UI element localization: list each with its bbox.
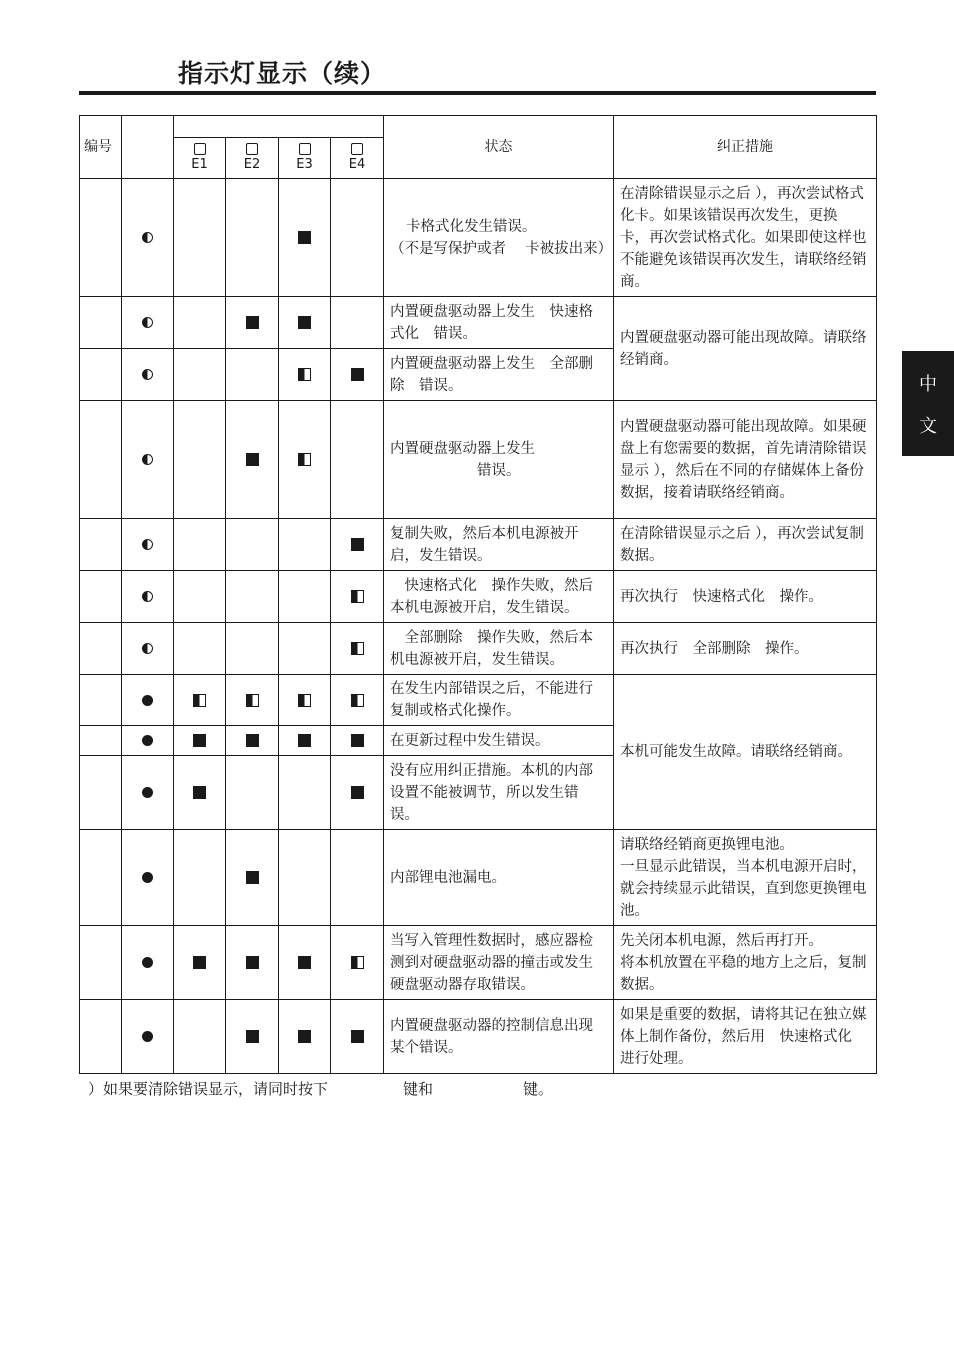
cell-e3 bbox=[279, 623, 331, 675]
cell-e2 bbox=[226, 297, 279, 349]
footnote: ）如果要清除错误显示，请同时按下 键和 键。 bbox=[88, 1080, 554, 1098]
table-row bbox=[80, 623, 877, 675]
cell-lamp bbox=[122, 830, 174, 926]
cell-number bbox=[80, 349, 122, 401]
cell-number bbox=[80, 830, 122, 926]
cell-e1 bbox=[174, 926, 226, 1000]
language-tab-char: 中 bbox=[919, 373, 937, 395]
cell-lamp bbox=[122, 297, 174, 349]
cell-e1 bbox=[174, 571, 226, 623]
cell-state: 在更新过程中发生错误。 bbox=[384, 726, 614, 756]
lamp-lit-icon bbox=[193, 956, 206, 969]
cell-e2 bbox=[226, 726, 279, 756]
lamp-lit-icon bbox=[298, 734, 311, 747]
cell-e1 bbox=[174, 297, 226, 349]
cell-number bbox=[80, 756, 122, 830]
indicator-table bbox=[79, 115, 877, 1074]
cell-e3 bbox=[279, 830, 331, 926]
status-lamp-lit-icon bbox=[142, 1031, 153, 1042]
lamp-lit-icon bbox=[298, 1030, 311, 1043]
lamp-blink-icon bbox=[351, 590, 364, 603]
cell-e4 bbox=[331, 571, 384, 623]
cell-state: 内置硬盘驱动器上发生 全部删除 错误。 bbox=[384, 349, 614, 401]
table-row bbox=[80, 830, 877, 926]
cell-state: 复制失败，然后本机电源被开启，发生错误。 bbox=[384, 519, 614, 571]
header-action: 纠正措施 bbox=[614, 116, 877, 179]
status-lamp-blink-icon bbox=[142, 643, 153, 654]
cell-action: 本机可能发生故障。请联络经销商。 bbox=[614, 675, 877, 830]
cell-action: 在清除错误显示之后 ），再次尝试格式化卡。如果该错误再次发生，更换 卡，再次尝试格式化。如果即使这样也不能避免该错误再次发生，请联络经销商。 bbox=[614, 179, 877, 297]
cell-e3 bbox=[279, 926, 331, 1000]
cell-e4 bbox=[331, 675, 384, 726]
cell-number bbox=[80, 726, 122, 756]
cell-state: 内置硬盘驱动器的控制信息出现某个错误。 bbox=[384, 1000, 614, 1074]
lamp-blink-icon bbox=[193, 694, 206, 707]
cell-e1 bbox=[174, 756, 226, 830]
header-number: 编号 bbox=[80, 116, 122, 179]
cell-e2 bbox=[226, 756, 279, 830]
cell-number bbox=[80, 1000, 122, 1074]
cell-number bbox=[80, 297, 122, 349]
status-lamp-lit-icon bbox=[142, 872, 153, 883]
status-lamp-blink-icon bbox=[142, 539, 153, 550]
lamp-lit-icon bbox=[246, 1030, 259, 1043]
cell-e1 bbox=[174, 675, 226, 726]
lamp-lit-icon bbox=[193, 734, 206, 747]
cell-lamp bbox=[122, 726, 174, 756]
cell-e1 bbox=[174, 726, 226, 756]
cell-state: 当写入管理性数据时，感应器检测到对硬盘驱动器的撞击或发生硬盘驱动器存取错误。 bbox=[384, 926, 614, 1000]
table-row bbox=[80, 675, 877, 726]
status-lamp-blink-icon bbox=[142, 317, 153, 328]
header-state: 状态 bbox=[384, 116, 614, 179]
cell-lamp bbox=[122, 519, 174, 571]
cell-e3 bbox=[279, 675, 331, 726]
cell-action: 如果是重要的数据，请将其记在独立媒体上制作备份，然后用 快速格式化 进行处理。 bbox=[614, 1000, 877, 1074]
cell-action: 再次执行 快速格式化 操作。 bbox=[614, 571, 877, 623]
cell-e2 bbox=[226, 349, 279, 401]
cell-e1 bbox=[174, 1000, 226, 1074]
lamp-lit-icon bbox=[351, 734, 364, 747]
lamp-blink-icon bbox=[351, 642, 364, 655]
cell-e4 bbox=[331, 623, 384, 675]
table-row bbox=[80, 519, 877, 571]
cell-state: 内置硬盘驱动器上发生 错误。 bbox=[384, 401, 614, 519]
lamp-blink-icon bbox=[298, 368, 311, 381]
cell-action: 在清除错误显示之后 ），再次尝试复制数据。 bbox=[614, 519, 877, 571]
cell-state: 全部删除 操作失败，然后本机电源被开启，发生错误。 bbox=[384, 623, 614, 675]
cell-state: 卡格式化发生错误。 （不是写保护或者 卡被拔出来） bbox=[384, 179, 614, 297]
indicator-box-icon bbox=[299, 143, 311, 155]
status-lamp-lit-icon bbox=[142, 695, 153, 706]
cell-e4 bbox=[331, 926, 384, 1000]
header-e4: E4 bbox=[331, 138, 384, 179]
cell-e2 bbox=[226, 1000, 279, 1074]
cell-lamp bbox=[122, 401, 174, 519]
cell-e3 bbox=[279, 401, 331, 519]
cell-e4 bbox=[331, 401, 384, 519]
status-lamp-blink-icon bbox=[142, 232, 153, 243]
table-row bbox=[80, 401, 877, 519]
cell-e2 bbox=[226, 179, 279, 297]
lamp-lit-icon bbox=[246, 871, 259, 884]
cell-lamp bbox=[122, 571, 174, 623]
cell-state: 没有应用纠正措施。本机的内部设置不能被调节，所以发生错误。 bbox=[384, 756, 614, 830]
cell-e1 bbox=[174, 349, 226, 401]
cell-lamp bbox=[122, 349, 174, 401]
table-row bbox=[80, 297, 877, 349]
cell-e2 bbox=[226, 623, 279, 675]
cell-action: 内置硬盘驱动器可能出现故障。如果硬盘上有您需要的数据，首先请清除错误显示 ），然后在不同的存储媒体上备份数据，接着请联络经销商。 bbox=[614, 401, 877, 519]
cell-number bbox=[80, 571, 122, 623]
lamp-lit-icon bbox=[193, 786, 206, 799]
cell-e1 bbox=[174, 830, 226, 926]
cell-e3 bbox=[279, 726, 331, 756]
cell-action: 请联络经销商更换锂电池。 一旦显示此错误，当本机电源开启时，就会持续显示此错误，直到您更换锂电池。 bbox=[614, 830, 877, 926]
title-rule bbox=[79, 91, 876, 95]
cell-e3 bbox=[279, 756, 331, 830]
cell-e4 bbox=[331, 179, 384, 297]
lamp-lit-icon bbox=[351, 368, 364, 381]
lamp-lit-icon bbox=[298, 316, 311, 329]
lamp-blink-icon bbox=[298, 694, 311, 707]
cell-action: 先关闭本机电源，然后再打开。 将本机放置在平稳的地方上之后，复制数据。 bbox=[614, 926, 877, 1000]
indicator-box-icon bbox=[246, 143, 258, 155]
cell-e4 bbox=[331, 297, 384, 349]
lamp-lit-icon bbox=[351, 538, 364, 551]
cell-number bbox=[80, 675, 122, 726]
lamp-lit-icon bbox=[246, 316, 259, 329]
cell-e1 bbox=[174, 519, 226, 571]
status-lamp-lit-icon bbox=[142, 957, 153, 968]
status-lamp-blink-icon bbox=[142, 454, 153, 465]
lamp-lit-icon bbox=[246, 734, 259, 747]
lamp-lit-icon bbox=[298, 956, 311, 969]
lamp-lit-icon bbox=[298, 231, 311, 244]
table-row bbox=[80, 571, 877, 623]
header-e-group bbox=[174, 116, 384, 138]
cell-e4 bbox=[331, 1000, 384, 1074]
cell-state: 快速格式化 操作失败，然后本机电源被开启，发生错误。 bbox=[384, 571, 614, 623]
cell-e1 bbox=[174, 401, 226, 519]
cell-e3 bbox=[279, 349, 331, 401]
cell-number bbox=[80, 519, 122, 571]
cell-e3 bbox=[279, 1000, 331, 1074]
lamp-lit-icon bbox=[246, 956, 259, 969]
lamp-lit-icon bbox=[246, 453, 259, 466]
cell-e2 bbox=[226, 926, 279, 1000]
cell-e2 bbox=[226, 830, 279, 926]
cell-e1 bbox=[174, 623, 226, 675]
status-lamp-lit-icon bbox=[142, 735, 153, 746]
table-row bbox=[80, 1000, 877, 1074]
cell-lamp bbox=[122, 675, 174, 726]
indicator-box-icon bbox=[351, 143, 363, 155]
cell-action: 内置硬盘驱动器可能出现故障。请联络经销商。 bbox=[614, 297, 877, 401]
cell-e4 bbox=[331, 726, 384, 756]
cell-e4 bbox=[331, 349, 384, 401]
cell-e3 bbox=[279, 571, 331, 623]
table-body bbox=[80, 179, 877, 1074]
cell-e2 bbox=[226, 401, 279, 519]
cell-state: 内部锂电池漏电。 bbox=[384, 830, 614, 926]
cell-state: 内置硬盘驱动器上发生 快速格式化 错误。 bbox=[384, 297, 614, 349]
cell-lamp bbox=[122, 926, 174, 1000]
cell-e1 bbox=[174, 179, 226, 297]
lamp-blink-icon bbox=[351, 694, 364, 707]
page-title: 指示灯显示（续） bbox=[178, 59, 387, 88]
cell-number bbox=[80, 926, 122, 1000]
status-lamp-lit-icon bbox=[142, 787, 153, 798]
cell-lamp bbox=[122, 1000, 174, 1074]
cell-e3 bbox=[279, 519, 331, 571]
cell-e3 bbox=[279, 297, 331, 349]
language-tab-char: 文 bbox=[919, 415, 937, 437]
cell-e2 bbox=[226, 675, 279, 726]
cell-lamp bbox=[122, 756, 174, 830]
cell-lamp bbox=[122, 179, 174, 297]
lamp-blink-icon bbox=[351, 956, 364, 969]
header-e2: E2 bbox=[226, 138, 279, 179]
cell-state: 在发生内部错误之后，不能进行复制或格式化操作。 bbox=[384, 675, 614, 726]
cell-number bbox=[80, 401, 122, 519]
lamp-lit-icon bbox=[351, 786, 364, 799]
cell-number bbox=[80, 623, 122, 675]
status-lamp-blink-icon bbox=[142, 591, 153, 602]
header-e1: E1 bbox=[174, 138, 226, 179]
cell-e4 bbox=[331, 830, 384, 926]
lamp-lit-icon bbox=[351, 1030, 364, 1043]
cell-lamp bbox=[122, 623, 174, 675]
header-e3: E3 bbox=[279, 138, 331, 179]
table-row bbox=[80, 926, 877, 1000]
status-lamp-blink-icon bbox=[142, 369, 153, 380]
cell-e2 bbox=[226, 571, 279, 623]
indicator-box-icon bbox=[194, 143, 206, 155]
lamp-blink-icon bbox=[298, 453, 311, 466]
cell-action: 再次执行 全部删除 操作。 bbox=[614, 623, 877, 675]
cell-e4 bbox=[331, 756, 384, 830]
language-tab bbox=[902, 351, 954, 456]
cell-number bbox=[80, 179, 122, 297]
lamp-blink-icon bbox=[246, 694, 259, 707]
cell-e2 bbox=[226, 519, 279, 571]
table-row bbox=[80, 179, 877, 297]
cell-e4 bbox=[331, 519, 384, 571]
header-lamp bbox=[122, 116, 174, 179]
cell-e3 bbox=[279, 179, 331, 297]
